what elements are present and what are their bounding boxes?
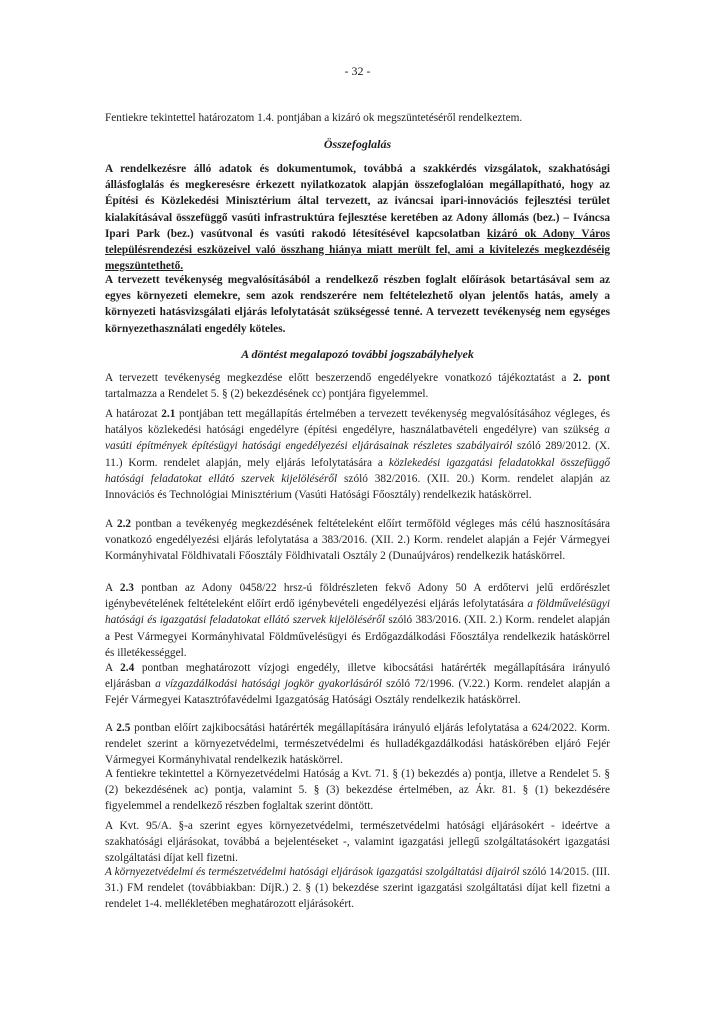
paragraph-2-4: A 2.4 pontban meghatározott vízjogi engedély, illetve kibocsátási határérték megállapítására irányuló eljárásban a vízgazdálkodási hatósági jogkör gyakorlásáról szóló 72/1996. (V.22.) Korm. rendelet alapján a Fejér Vármegyei Katasztrófavédelmi Igazgatóság Hatósági Osztály rendelkezik hatáskörrel. <box>105 662 611 707</box>
paragraph-2-3: A 2.3 pontban az Adony 0458/22 hrsz-ú földrészleten fekvő Adony 50 A erdőtervi jelű erdőrészlet igénybevételének feltételeként előírt erdő igénybevételi engedélyezési eljárás lefolytatására a földművelésügyi hatósági és igazgatási feladatokat ellátó szervek kijelöléséről szóló 383/2016. (XII. 2.) Korm. rendelet alapján a Pest Vármegyei Kormányhivatal Földművelésügyi és Erdőgazdálkodási Főosztálya rendelkezik hatáskörrel és illetékességgel. <box>105 582 611 659</box>
paragraph-permits: A tervezett tevékenység megkezdése előtt beszerzendő engedélyekre vonatkozó tájékoztatást a 2. pont tartalmazza a Rendelet 5. § (2) bekezdésének cc) pontjára figyelemmel. <box>105 372 610 401</box>
paragraph-decision: A fentiekre tekintettel a Környezetvédelmi Hatóság a Kvt. 71. § (1) bekezdés a) pontja, illetve a Rendelet 5. § (2) bekezdésének ac) pontja, valamint 5. § (3) bekezdése értelmében, az Ákr. 81. § (1) bekezdésére figyelemmel a rendelkező részben foglaltak szerint döntött. <box>105 768 610 813</box>
paragraph-2-5: A 2.5 pontban előírt zajkibocsátási határérték megállapítására irányuló eljárás lefolytatása a 624/2022. Korm. rendelet szerint a környezetvédelmi, természetvédelmi és hulladékgazdálkodási hatáskörében eljáró Fejér Vármegyei Kormányhivatal rendelkezik hatáskörrel. <box>105 722 611 767</box>
paragraph-fees: A Kvt. 95/A. §-a szerint egyes környezetvédelmi, természetvédelmi hatósági eljárásokért - ideértve a szakhatósági eljárásokat, továbbá a bejelentéseket -, valamint igazgatási jellegű szolgáltatásokért igazgatási szolgáltatási díjat kell fizetni. <box>105 820 610 865</box>
summary-heading: Összefoglalás <box>323 137 392 151</box>
paragraph-2-2: A 2.2 pontban a tevékenyég megkezdésének feltételeként előírt termőföld végleges más célú hasznosítására vonatkozó engedélyezési eljárás lefolytatása a 383/2016. (XII. 2.) Korm. rendelet alapján a Fejér Vármegyei Kormányhivatal Földhivatali Főosztály Földhivatali Osztály 2 (Dunaújváros) rendelkezik hatáskörrel. <box>105 518 610 563</box>
underlined-conclusion: kizáró ok Adony Város településrendezési eszközeivel való összhang hiánya miatt merült fel, ami a kivitelezés megkezdéséig megszüntethető. <box>105 227 610 273</box>
summary-paragraph-2: A tervezett tevékenység megvalósításából a rendelkező részben foglalt előírások betartásával sem az egyes környezeti elemekre, sem azok rendszerére nem feltételezhető olyan jelentős hatás, amely a környezeti hatásvizsgálati eljárás lefolytatását szükségessé tenné. A tervezett tevékenység nem egységes környezethasználati engedély köteles. <box>105 274 610 335</box>
legal-basis-heading: A döntést megalapozó további jogszabályhelyek <box>241 347 474 361</box>
summary-paragraph-1: A rendelkezésre álló adatok és dokumentumok, továbbá a szakkérdés vizsgálatok, szakhatósági állásfoglalás és megkeresésre érkezett nyilatkozatok alapján összefoglalóan megállapítható, hogy az Építési és Közlekedési Minisztérium által tervezett, az iváncsai ipari-innovációs fejlesztési terület kialakításával összefüggő vasúti infrastruktúra fejlesztése keretében az Adony állomás (bez.) – Iváncsa Ipari Park (bez.) vasútvonal és vasúti rakodó létesítésével kapcsolatban kizáró ok Adony Város településrendezési eszközeivel való összhang hiánya miatt merült fel, ami a kivitelezés megkezdéséig megszüntethető. <box>105 163 610 273</box>
paragraph-2-1: A határozat 2.1 pontjában tett megállapítás értelmében a tervezett tevékenység megvalósításához végleges, és hatályos közlekedési hatósági engedélyre (építési engedélyre, használatbavételi engedélyre) van szükség a vasúti építmények építésügyi hatósági engedélyezési eljárásainak részletes szabályairól szóló 289/2012. (X. 11.) Korm. rendelet alapján, mely eljárás lefolytatására a közlekedési igazgatási feladatokkal összefüggő hatósági feladatokat ellátó szervek kijelöléséről szóló 382/2016. (XII. 20.) Korm. rendelet alapján az Innovációs és Technológiai Minisztérium (Vasúti Hatósági Főosztály) rendelkezik hatáskörrel. <box>105 408 610 502</box>
page-number: - 32 - <box>344 64 371 78</box>
paragraph-fee-regulation: A környezetvédelmi és természetvédelmi hatósági eljárások igazgatási szolgáltatási díjairól szóló 14/2015. (III. 31.) FM rendelet (továbbiakban: DíjR.) 2. § (1) bekezdése szerint igazgatási szolgáltatási díjat kell fizetni a rendelet 1-4. mellékletében meghatározott eljárásokért. <box>105 866 610 911</box>
intro-paragraph: Fentiekre tekintettel határozatom 1.4. pontjában a kizáró ok megszüntetéséről rendelkeztem. <box>105 112 523 124</box>
